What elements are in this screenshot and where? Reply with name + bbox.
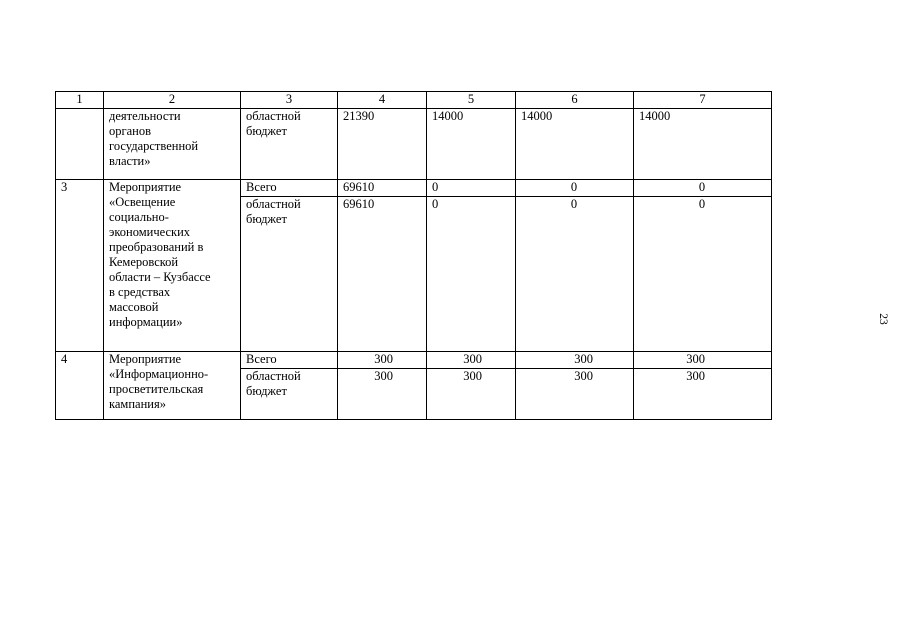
value-cell-col4: 300 [338, 369, 427, 420]
measure-name-cell: деятельности органов государственной власти» [104, 109, 241, 180]
value-cell-col7: 0 [634, 197, 772, 352]
table-header-row [56, 92, 772, 109]
funding-source-cell: Всего [241, 352, 338, 369]
value-cell-col6: 0 [516, 180, 634, 197]
funding-source-cell: областной бюджет [241, 197, 338, 352]
page-number: 23 [877, 313, 889, 325]
funding-source-cell: Всего [241, 180, 338, 197]
value-cell-col6: 300 [516, 352, 634, 369]
header-cell-6: 6 [516, 92, 634, 109]
value-cell-col5: 300 [427, 352, 516, 369]
header-cell-1: 1 [56, 92, 104, 109]
value-cell-col5: 14000 [427, 109, 516, 180]
value-cell-col7: 14000 [634, 109, 772, 180]
row-number-cell: 4 [56, 352, 104, 420]
header-cell-4: 4 [338, 92, 427, 109]
funding-source-cell: областной бюджет [241, 109, 338, 180]
value-cell-col4: 69610 [338, 197, 427, 352]
table-row [56, 109, 772, 180]
header-cell-5: 5 [427, 92, 516, 109]
row-number-cell: 3 [56, 180, 104, 352]
table-row [56, 180, 772, 197]
measure-name-cell: Мероприятие «Освещение социально- экономических преобразований в Кемеровской области – Кузбассе в средствах массовой информации» [104, 180, 241, 352]
value-cell-col7: 300 [634, 369, 772, 420]
value-cell-col5: 0 [427, 197, 516, 352]
value-cell-col4: 300 [338, 352, 427, 369]
value-cell-col6: 300 [516, 369, 634, 420]
row-number-cell [56, 109, 104, 180]
table-row [56, 352, 772, 369]
value-cell-col6: 14000 [516, 109, 634, 180]
value-cell-col7: 300 [634, 352, 772, 369]
header-cell-2: 2 [104, 92, 241, 109]
budget-table [55, 91, 772, 420]
value-cell-col5: 300 [427, 369, 516, 420]
value-cell-col5: 0 [427, 180, 516, 197]
funding-source-cell: областной бюджет [241, 369, 338, 420]
header-cell-7: 7 [634, 92, 772, 109]
value-cell-col7: 0 [634, 180, 772, 197]
value-cell-col6: 0 [516, 197, 634, 352]
value-cell-col4: 69610 [338, 180, 427, 197]
value-cell-col4: 21390 [338, 109, 427, 180]
measure-name-cell: Мероприятие «Информационно- просветительская кампания» [104, 352, 241, 420]
header-cell-3: 3 [241, 92, 338, 109]
